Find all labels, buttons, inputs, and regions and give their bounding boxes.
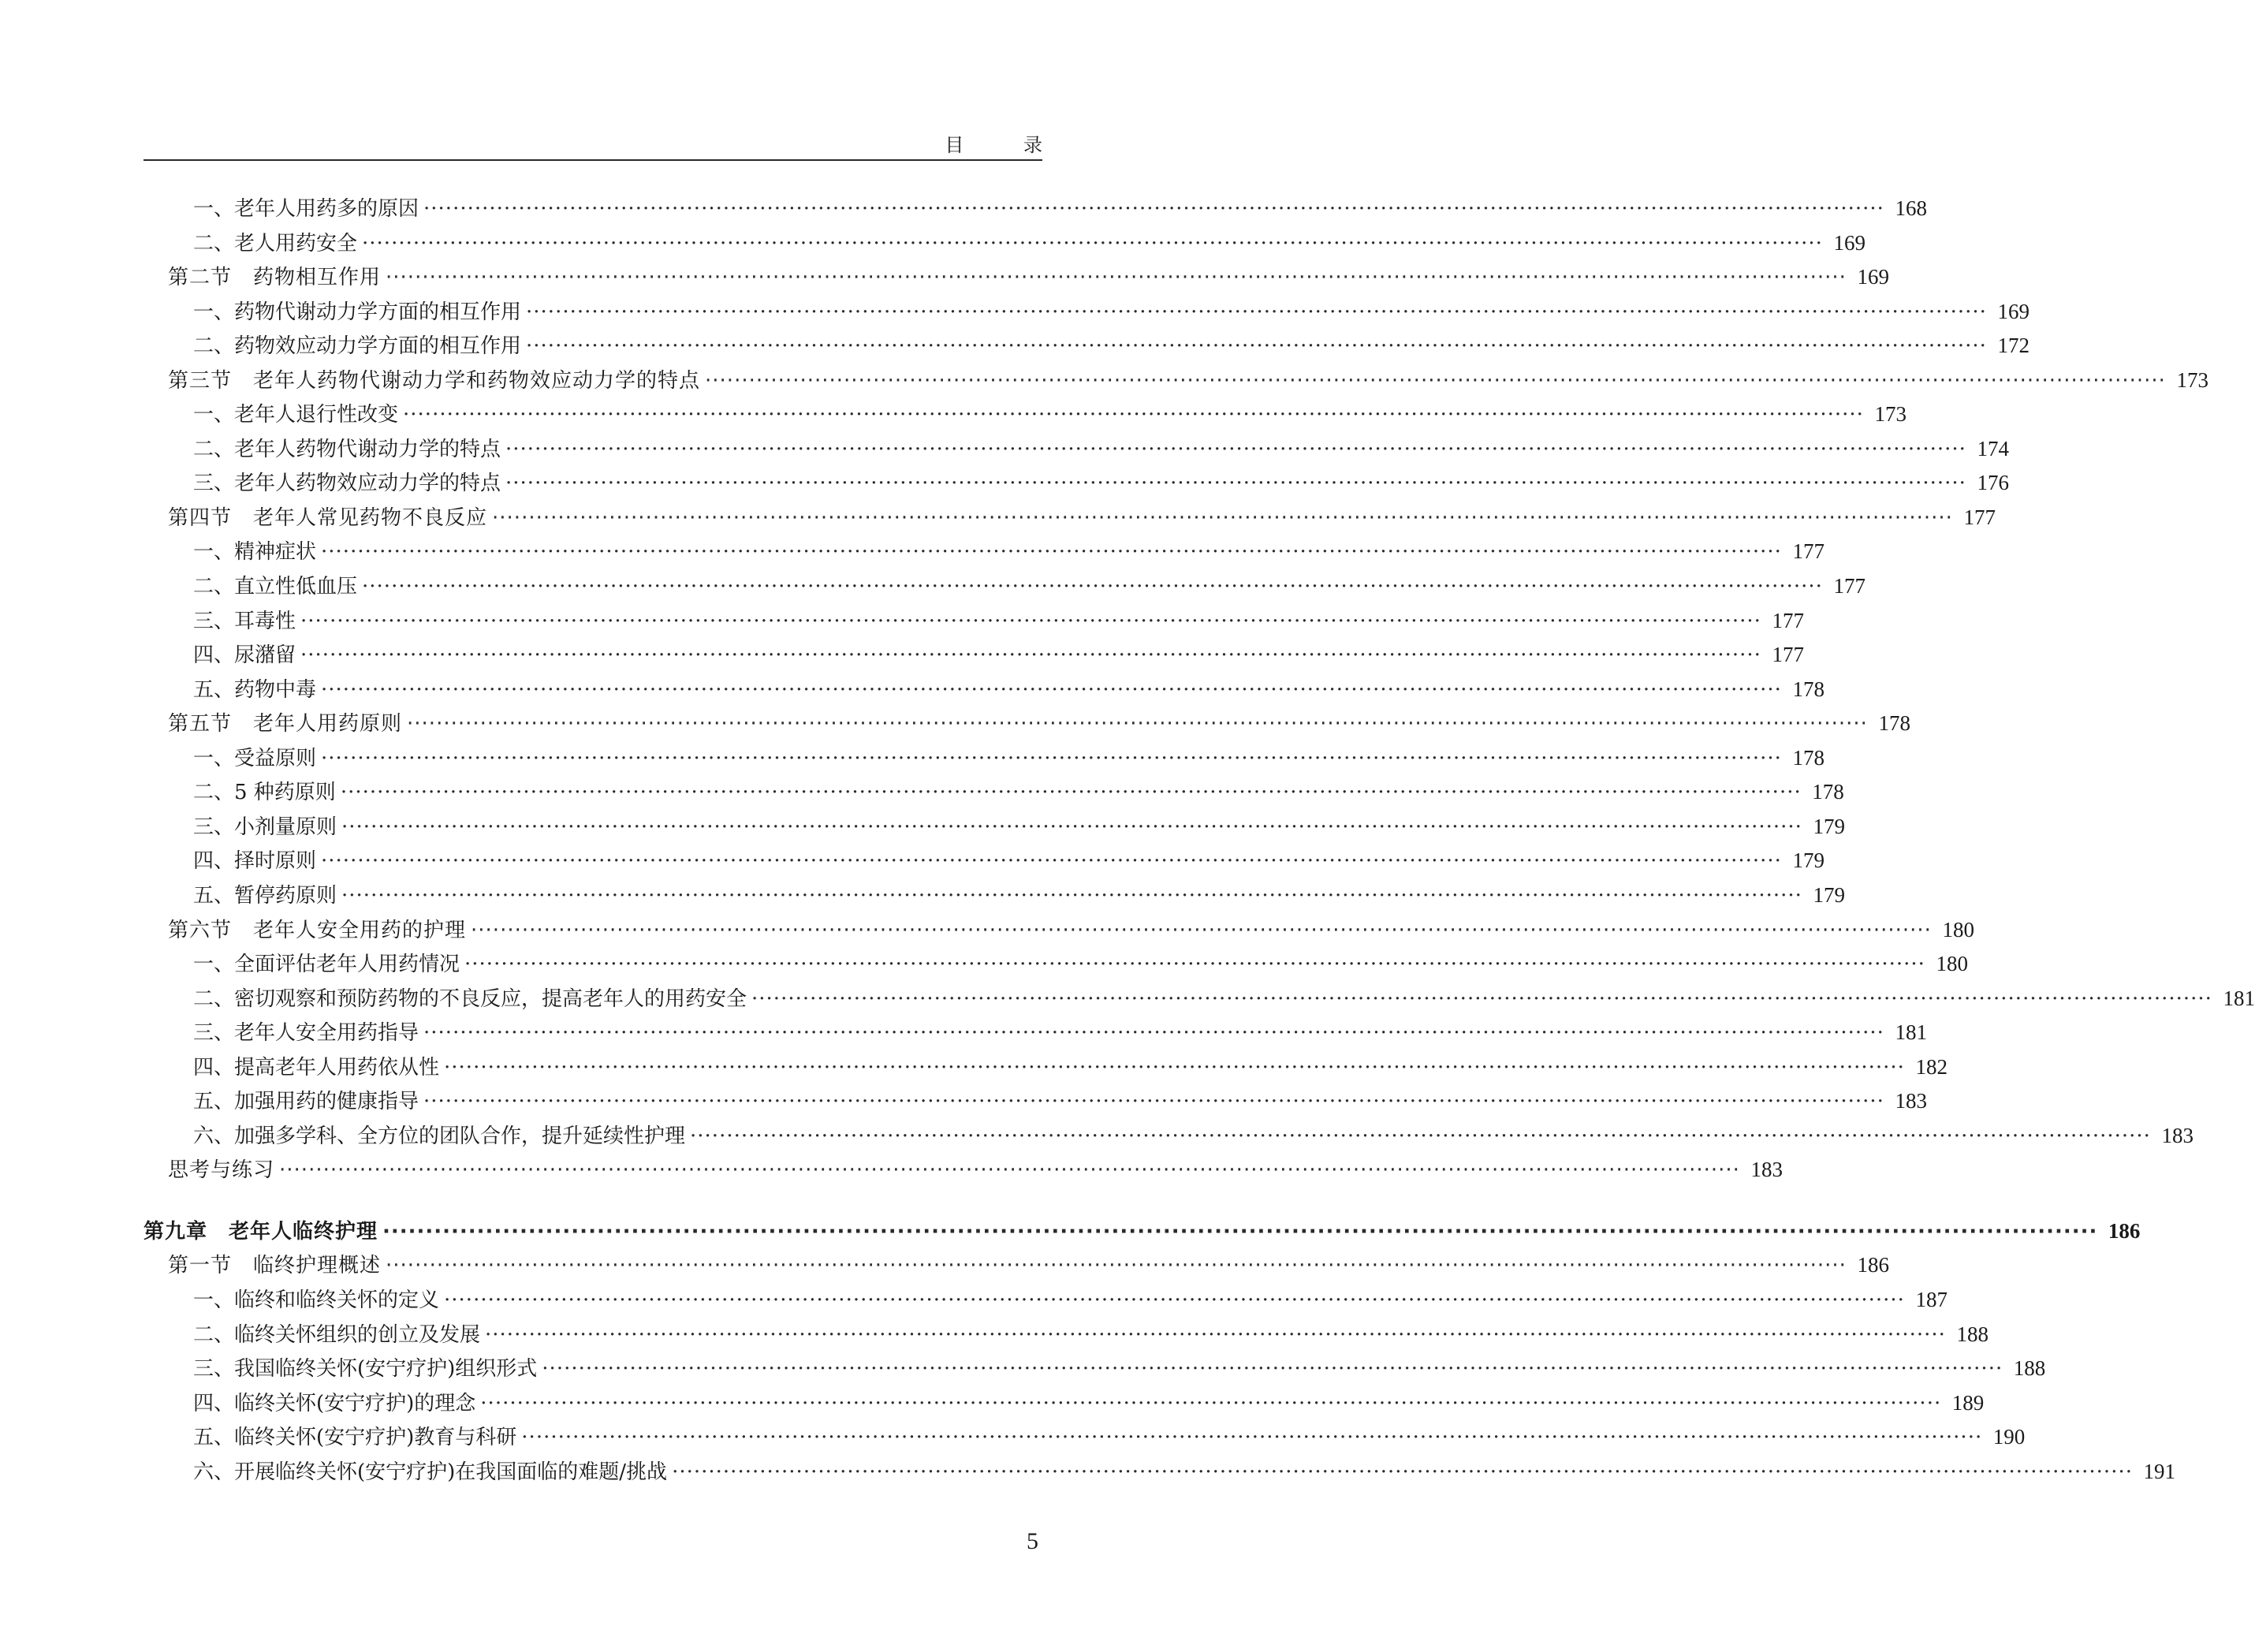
toc-entry-label: 五、临终关怀(安宁疗护)教育与科研	[193, 1426, 517, 1449]
toc-entry-label: 一、药物代谢动力学方面的相互作用	[193, 300, 522, 324]
toc-entry-page: 186	[1857, 1253, 1889, 1277]
toc-entry-label: 二、老年人药物代谢动力学的特点	[193, 438, 501, 461]
toc-entry-label: 第三节 老年人药物代谢动力学和药物效应动力学的特点	[168, 369, 701, 393]
dot-leader: ········································································································································································································	[423, 1021, 1884, 1045]
dot-leader: ········································································································································································································	[321, 678, 1782, 702]
dot-leader: ········································································································································································································	[321, 747, 1782, 770]
toc-entry-label: 第五节 老年人用药原则	[168, 712, 403, 736]
toc-entry-label: 四、提高老年人用药依从性	[193, 1056, 440, 1080]
toc-entry-page: 178	[1792, 677, 1824, 701]
toc-entry-label: 五、加强用药的健康指导	[193, 1090, 419, 1113]
toc-entry-page: 177	[1772, 609, 1804, 632]
toc-entry-page: 177	[1772, 643, 1804, 666]
dot-leader: ········································································································································································································	[471, 919, 1932, 942]
toc-entry-page: 188	[2013, 1356, 2046, 1380]
toc-entry-page: 179	[1813, 883, 1845, 907]
toc-entry-page: 183	[2161, 1124, 2194, 1147]
dot-leader: ········································································································································································································	[444, 1056, 1905, 1080]
toc-entry-item	[193, 1387, 1985, 1419]
toc-entry-page: 181	[1895, 1020, 1927, 1044]
toc-entry-label: 三、我国临终关怀(安宁疗护)组织形式	[193, 1357, 538, 1381]
toc-entry-item	[193, 1051, 1948, 1083]
toc-entry-label: 三、老年人药物效应动力学的特点	[193, 472, 501, 495]
dot-leader: ········································································································································································································	[521, 1426, 1983, 1449]
toc-entry-label: 三、小剂量原则	[193, 815, 337, 839]
toc-entry-section	[168, 1154, 1783, 1185]
dot-leader: ········································································································································································································	[382, 1220, 2098, 1244]
dot-leader: ········································································································································································································	[321, 849, 1782, 873]
toc-entry-label: 第九章 老年人临终护理	[144, 1220, 378, 1244]
toc-entry-label: 六、开展临终关怀(安宁疗护)在我国面临的难题/挑战	[193, 1460, 668, 1484]
toc-entry-item	[193, 845, 1824, 876]
dot-leader: ········································································································································································································	[542, 1357, 2003, 1381]
dot-leader: ········································································································································································································	[705, 369, 2166, 393]
toc-entry-item	[193, 398, 1906, 430]
toc-entry-item	[193, 192, 1927, 224]
dot-leader: ········································································································································································································	[403, 403, 1864, 427]
toc-entry-page: 169	[1997, 300, 2030, 323]
toc-entry-section	[168, 707, 1910, 739]
toc-entry-item	[193, 227, 1866, 259]
dot-leader: ········································································································································································································	[407, 712, 1868, 736]
toc-entry-page: 177	[1963, 505, 1996, 529]
dot-leader: ········································································································································································································	[444, 1288, 1905, 1312]
toc-entry-page: 177	[1833, 574, 1866, 598]
dot-leader: ········································································································································································································	[526, 300, 1987, 324]
dot-leader: ········································································································································································································	[341, 815, 1802, 839]
toc-entry-label: 一、老年人退行性改变	[193, 403, 399, 427]
dot-leader: ········································································································································································································	[362, 232, 1823, 255]
toc-entry-page: 178	[1812, 780, 1844, 804]
toc-entry-section	[168, 261, 1889, 293]
dot-leader: ········································································································································································································	[340, 781, 1802, 804]
dot-leader: ········································································································································································································	[526, 334, 1987, 358]
toc-entry-item	[193, 535, 1824, 567]
toc-entry-item	[193, 673, 1824, 705]
toc-entry-page: 172	[1997, 334, 2030, 357]
toc-entry-item	[193, 811, 1845, 842]
toc-entry-chapter	[144, 1215, 2141, 1247]
toc-entry-item	[193, 879, 1845, 911]
toc-entry-page: 183	[1750, 1158, 1783, 1181]
toc-entry-item	[193, 433, 2009, 464]
toc-entry-item	[193, 1016, 1927, 1048]
toc-entry-page: 186	[2108, 1219, 2141, 1243]
dot-leader: ········································································································································································································	[300, 610, 1761, 633]
dot-leader: ········································································································································································································	[300, 643, 1761, 667]
toc-entry-label: 二、药物效应动力学方面的相互作用	[193, 334, 522, 358]
dot-leader: ········································································································································································································	[751, 987, 2212, 1011]
toc-entry-page: 168	[1895, 196, 1927, 220]
toc-entry-page: 180	[1936, 952, 1968, 975]
toc-entry-page: 177	[1792, 539, 1824, 563]
toc-entry-page: 178	[1792, 746, 1824, 770]
toc-entry-label: 思考与练习	[168, 1158, 275, 1182]
toc-entry-label: 第四节 老年人常见药物不良反应	[168, 506, 488, 530]
toc-entry-item	[193, 776, 1844, 807]
toc-entry-item	[193, 1318, 1988, 1350]
toc-entry-label: 一、受益原则	[193, 747, 317, 770]
toc-entry-page: 169	[1833, 231, 1866, 255]
toc-entry-label: 第二节 药物相互作用	[168, 266, 382, 289]
toc-entry-label: 第六节 老年人安全用药的护理	[168, 919, 467, 942]
dot-leader: ········································································································································································································	[672, 1460, 2133, 1484]
toc-entry-page: 181	[2223, 986, 2255, 1010]
toc-entry-item	[193, 1352, 2046, 1384]
toc-entry-label: 一、全面评估老年人用药情况	[193, 953, 460, 976]
dot-leader: ········································································································································································································	[492, 506, 1953, 530]
toc-entry-label: 五、药物中毒	[193, 678, 317, 702]
toc-entry-label: 五、暂停药原则	[193, 884, 337, 908]
toc-entry-page: 173	[1874, 402, 1906, 426]
toc-entry-item	[193, 948, 1968, 979]
toc-entry-item	[193, 639, 1804, 670]
dot-leader: ········································································································································································································	[464, 953, 1925, 976]
dot-leader: ········································································································································································································	[423, 197, 1884, 221]
toc-entry-section	[168, 914, 1974, 945]
header-title: 目 录	[945, 134, 1069, 156]
dot-leader: ········································································································································································································	[690, 1124, 2151, 1148]
toc-entry-label: 一、老年人用药多的原因	[193, 197, 419, 221]
toc-entry-page: 179	[1792, 848, 1824, 872]
toc-entry-item	[193, 1456, 2175, 1487]
toc-entry-label: 二、临终关怀组织的创立及发展	[193, 1323, 481, 1347]
toc-entry-item	[193, 467, 2009, 498]
dot-leader: ········································································································································································································	[505, 472, 1966, 495]
toc-entry-page: 182	[1915, 1055, 1948, 1079]
toc-entry-page: 180	[1942, 918, 1974, 942]
toc-entry-item	[193, 983, 2255, 1014]
toc-entry-item	[193, 570, 1866, 602]
toc-entry-page: 169	[1857, 265, 1889, 289]
dot-leader: ········································································································································································································	[505, 438, 1966, 461]
dot-leader: ········································································································································································································	[362, 575, 1823, 599]
toc-entry-label: 一、精神症状	[193, 540, 317, 564]
toc-entry-page: 173	[2176, 368, 2208, 392]
toc-entry-section	[168, 1249, 1889, 1281]
dot-leader: ········································································································································································································	[423, 1090, 1884, 1113]
dot-leader: ········································································································································································································	[279, 1158, 1740, 1182]
toc-entry-page: 174	[1977, 437, 2009, 461]
toc-entry-label: 一、临终和临终关怀的定义	[193, 1288, 440, 1312]
toc-entry-item	[193, 1120, 2194, 1151]
toc-entry-section	[168, 364, 2208, 396]
toc-entry-page: 178	[1878, 711, 1910, 735]
toc-entry-item	[193, 1284, 1948, 1315]
toc-entry-label: 二、老人用药安全	[193, 232, 358, 255]
running-header	[144, 125, 1069, 161]
toc-entry-label: 四、尿潴留	[193, 643, 296, 667]
toc-entry-page: 189	[1951, 1391, 1985, 1415]
toc-entry-label: 六、加强多学科、全方位的团队合作，提升延续性护理	[193, 1124, 686, 1148]
toc-entry-page: 191	[2143, 1460, 2175, 1483]
toc-entry-label: 第一节 临终护理概述	[168, 1254, 382, 1277]
toc-entry-label: 四、择时原则	[193, 849, 317, 873]
toc-entry-page: 187	[1915, 1288, 1948, 1311]
toc-entry-page: 176	[1977, 471, 2009, 494]
toc-entry-item	[193, 605, 1804, 636]
dot-leader: ········································································································································································································	[480, 1392, 1942, 1415]
toc-entry-label: 三、耳毒性	[193, 610, 296, 633]
dot-leader: ········································································································································································································	[341, 884, 1802, 908]
toc-entry-label: 三、老年人安全用药指导	[193, 1021, 419, 1045]
toc-entry-page: 188	[1956, 1322, 1988, 1346]
toc-entry-label: 四、临终关怀(安宁疗护)的理念	[193, 1392, 476, 1415]
toc-entry-item	[193, 1085, 1927, 1117]
toc-entry-label: 二、直立性低血压	[193, 575, 358, 599]
toc-entry-page: 190	[1992, 1425, 2026, 1449]
toc-entry-section	[168, 502, 1996, 533]
dot-leader: ········································································································································································································	[386, 266, 1847, 289]
toc-entry-label: 二、密切观察和预防药物的不良反应，提高老年人的用药安全	[193, 987, 747, 1011]
toc-entry-page: 183	[1895, 1089, 1927, 1113]
dot-leader: ········································································································································································································	[321, 540, 1782, 564]
toc-entry-item	[193, 296, 2030, 327]
dot-leader: ········································································································································································································	[485, 1323, 1946, 1347]
toc-entry-label: 二、5 种药原则	[193, 781, 336, 804]
toc-entry-item	[193, 742, 1824, 774]
toc-entry-item	[193, 1421, 2026, 1452]
toc-entry-item	[193, 330, 2030, 361]
dot-leader: ········································································································································································································	[386, 1254, 1847, 1277]
toc-entry-page: 179	[1813, 815, 1845, 838]
page-number: 5	[1027, 1528, 1038, 1554]
